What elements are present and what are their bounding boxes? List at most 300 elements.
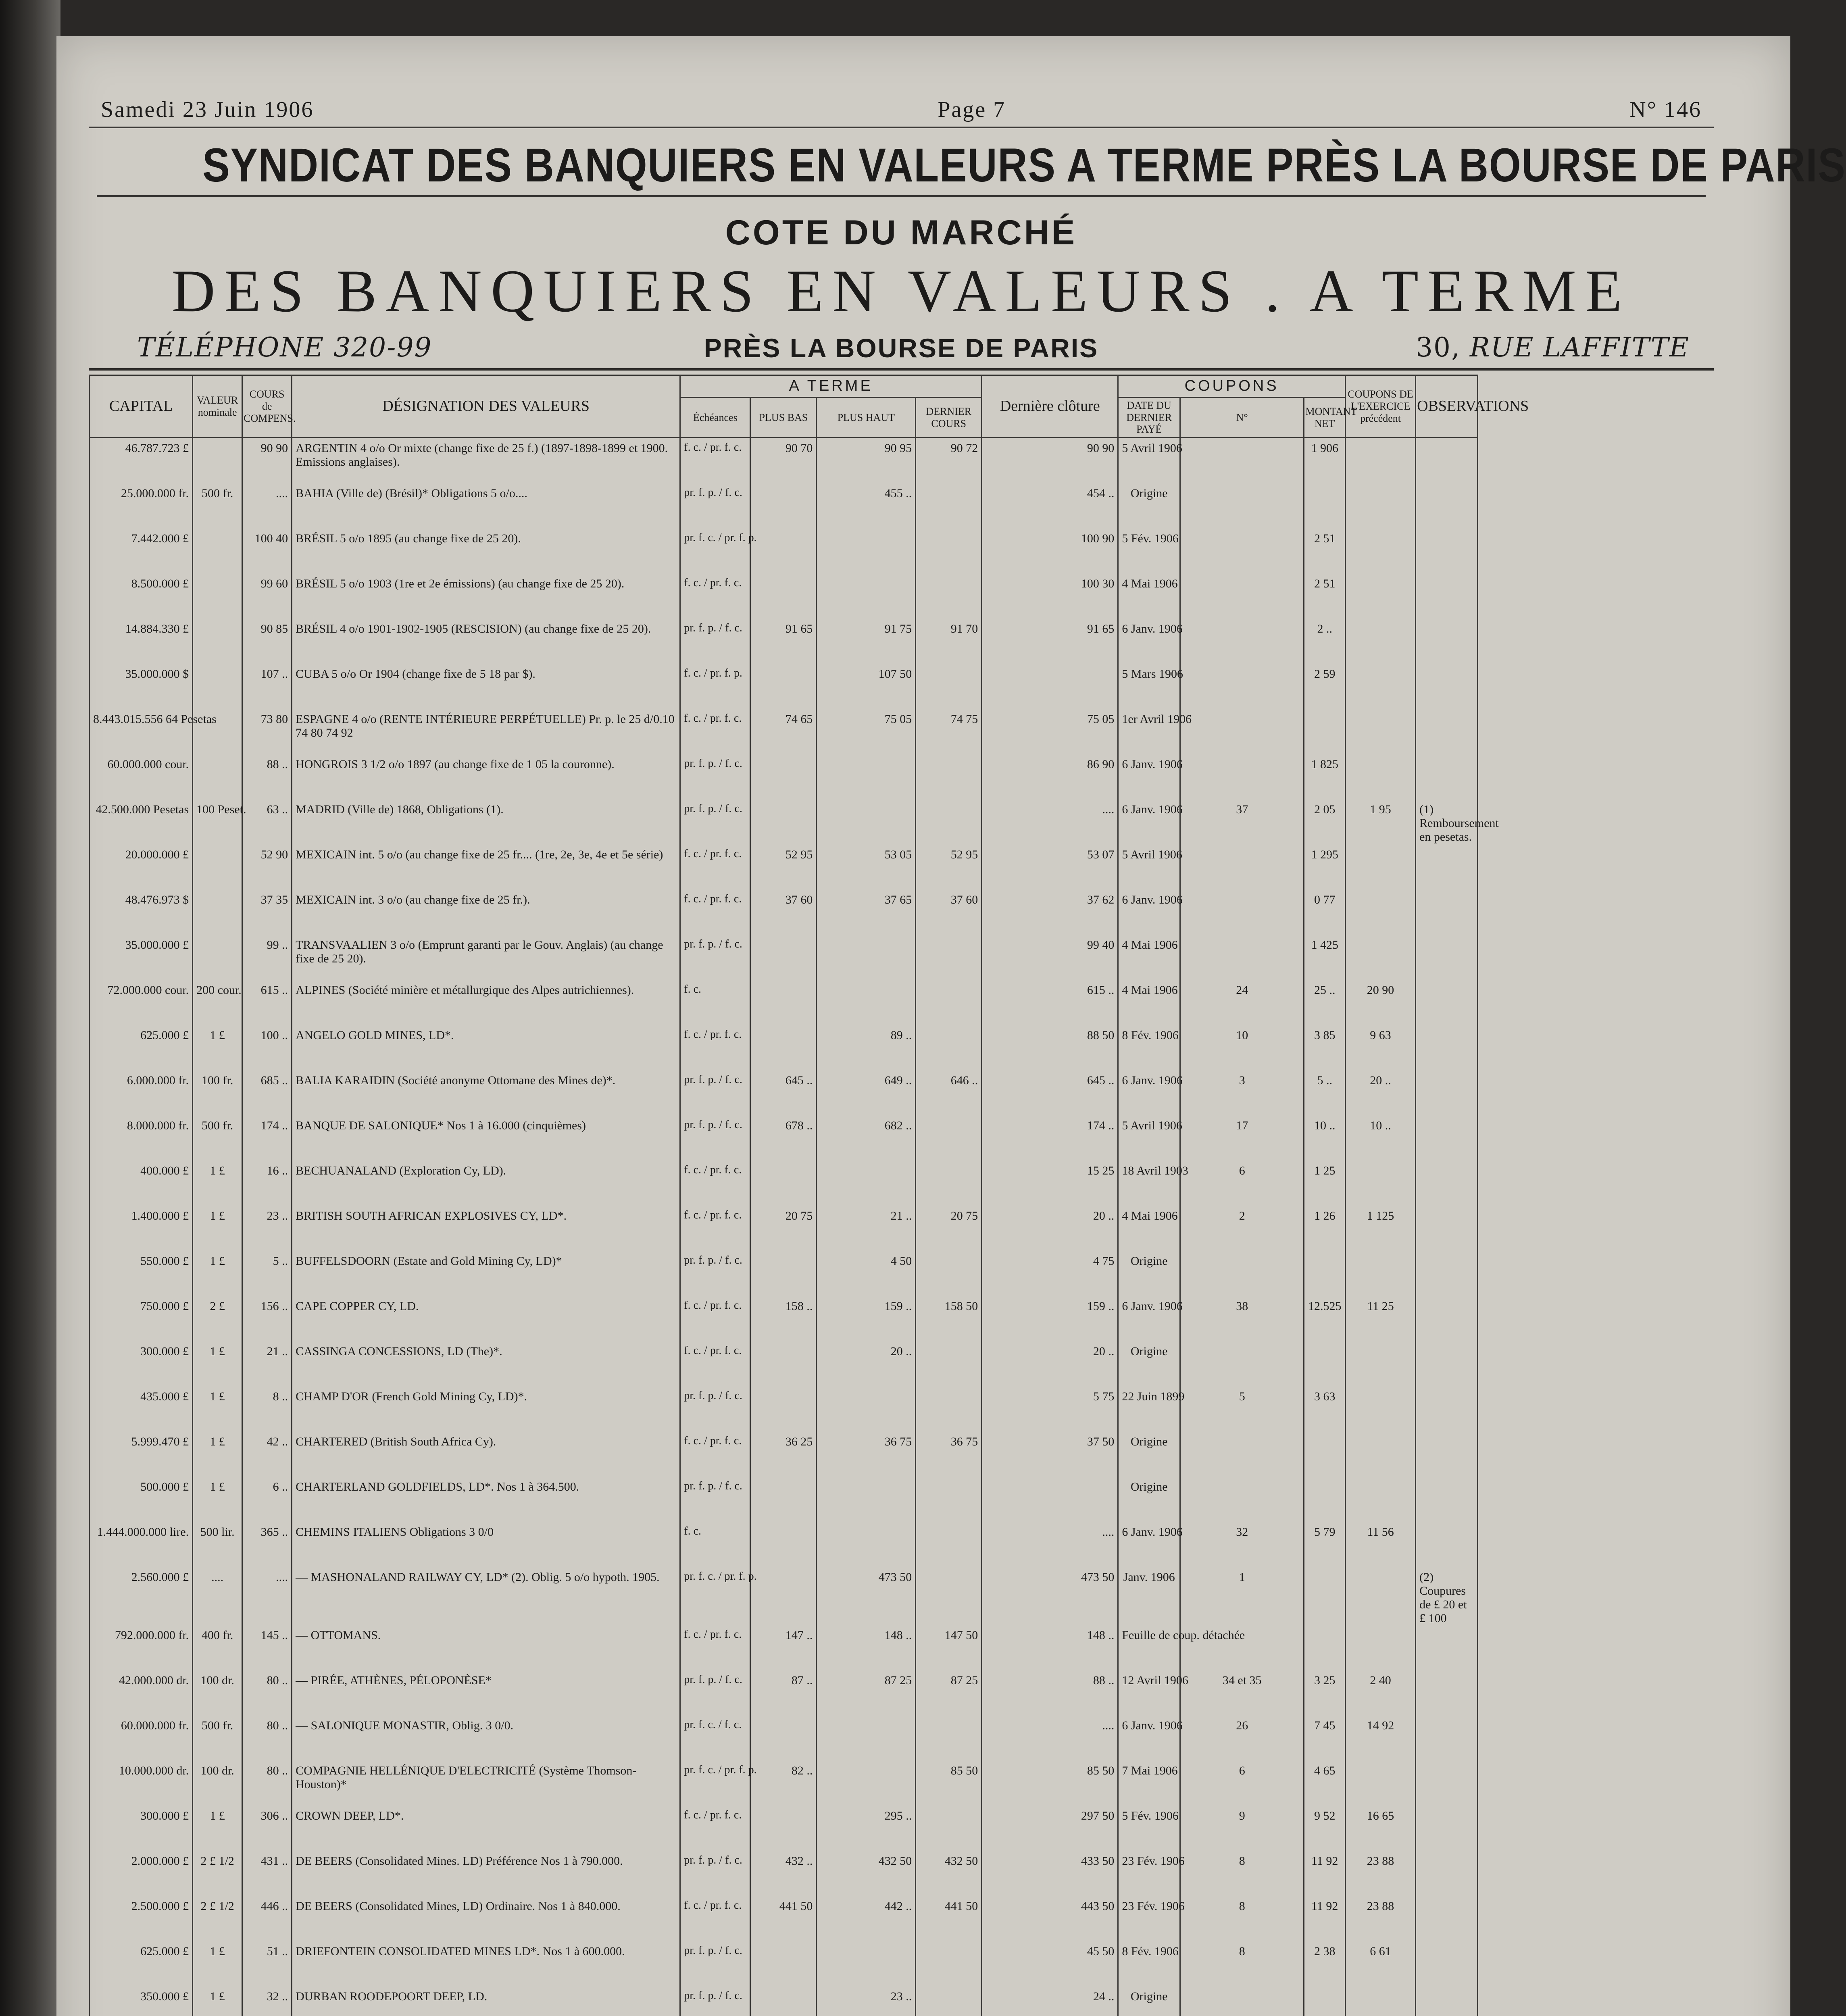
cell-echeances: pr. f. c. / pr. f. p.	[680, 1567, 750, 1625]
cell-valeur	[193, 574, 242, 619]
cell-echeances: f. c. / pr. f. c.	[680, 1625, 750, 1670]
cell-valeur	[193, 890, 242, 935]
cell-capital: 48.476.973 $	[90, 890, 193, 935]
cell-valeur: 100 dr.	[193, 1670, 242, 1716]
cell-valeur: 1 £	[193, 1251, 242, 1296]
cell-plus-bas: 36 25	[750, 1432, 817, 1477]
table-row	[90, 1716, 1713, 1761]
cell-plus-haut: 455 ..	[817, 483, 916, 529]
cell-valeur	[193, 754, 242, 800]
cell-observations	[1416, 1670, 1478, 1716]
cell-cours: 16 ..	[242, 1161, 292, 1206]
cell-cours: 100 40	[242, 529, 292, 574]
col-derniere-cloture: Dernière clôture	[982, 375, 1118, 438]
cell-plus-bas	[750, 800, 817, 845]
cell-capital: 5.999.470 £	[90, 1432, 193, 1477]
cell-dernier-cours	[916, 1567, 982, 1625]
cell-capital: 350.000 £	[90, 1987, 193, 2016]
col-date-dernier-paye: DATE DU DERNIER PAYÉ	[1118, 397, 1180, 438]
cell-exercice: 20 ..	[1345, 1070, 1415, 1116]
cell-plus-bas	[750, 664, 817, 709]
table-row	[90, 1296, 1713, 1341]
cell-observations: (1) Remboursement en pesetas.	[1416, 800, 1478, 845]
cell-plus-haut	[817, 1941, 916, 1987]
cell-echeances: pr. f. c. / f. c.	[680, 1716, 750, 1761]
cell-plus-bas: 74 65	[750, 709, 817, 754]
cell-capital: 1.400.000 £	[90, 1206, 193, 1251]
cell-cours: 23 ..	[242, 1206, 292, 1251]
cell-derniere-cloture: 75 05	[982, 709, 1118, 754]
cell-plus-haut	[817, 529, 916, 574]
cell-plus-haut: 649 ..	[817, 1070, 916, 1116]
cell-capital: 6.000.000 fr.	[90, 1070, 193, 1116]
cell-plus-bas	[750, 1522, 817, 1567]
cell-exercice: 11 56	[1345, 1522, 1415, 1567]
cell-observations	[1416, 754, 1478, 800]
cell-dernier-cours	[916, 1806, 982, 1851]
table-row	[90, 529, 1713, 574]
table-row	[90, 1670, 1713, 1716]
cell-plus-haut: 75 05	[817, 709, 916, 754]
cell-plus-haut: 90 95	[817, 438, 916, 484]
cell-plus-haut: 159 ..	[817, 1296, 916, 1341]
cell-date: Origine	[1118, 483, 1180, 529]
binding-gutter	[0, 0, 60, 2016]
cell-montant: 4 65	[1304, 1761, 1345, 1806]
syndicat-heading: SYNDICAT DES BANQUIERS EN VALEURS A TERME PRÈS LA BOURSE DE PARIS	[202, 139, 1846, 192]
cell-plus-bas	[750, 1567, 817, 1625]
cell-valeur: 1 £	[193, 1432, 242, 1477]
cell-cours: 685 ..	[242, 1070, 292, 1116]
cell-numero	[1180, 845, 1304, 890]
cell-montant: 2 38	[1304, 1941, 1345, 1987]
cell-echeances: f. c. / pr. f. c.	[680, 1161, 750, 1206]
cell-exercice: 1 125	[1345, 1206, 1415, 1251]
cell-plus-haut: 295 ..	[817, 1806, 916, 1851]
cell-derniere-cloture: 15 25	[982, 1161, 1118, 1206]
cell-observations	[1416, 1341, 1478, 1387]
cell-derniere-cloture: 37 62	[982, 890, 1118, 935]
cell-designation: DE BEERS (Consolidated Mines. LD) Préférence Nos 1 à 790.000.	[292, 1851, 680, 1896]
cell-derniere-cloture: 454 ..	[982, 483, 1118, 529]
table-row	[90, 1025, 1713, 1070]
cell-numero	[1180, 709, 1304, 754]
cell-plus-haut	[817, 935, 916, 980]
cell-montant: 5 79	[1304, 1522, 1345, 1567]
cell-capital: 300.000 £	[90, 1806, 193, 1851]
cell-observations	[1416, 664, 1478, 709]
cell-numero: 24	[1180, 980, 1304, 1025]
cell-capital: 1.444.000.000 lire.	[90, 1522, 193, 1567]
header-rule	[97, 195, 1706, 197]
cell-derniere-cloture: 5 75	[982, 1387, 1118, 1432]
table-row	[90, 1896, 1713, 1941]
cell-date: 5 Fév. 1906	[1118, 1806, 1180, 1851]
cell-capital: 625.000 £	[90, 1025, 193, 1070]
cell-designation: BAHIA (Ville de) (Brésil)* Obligations 5 o/o....	[292, 483, 680, 529]
cell-capital: 2.500.000 £	[90, 1896, 193, 1941]
cell-echeances: pr. f. c. / pr. f. p.	[680, 1761, 750, 1806]
cell-plus-haut	[817, 754, 916, 800]
cell-observations	[1416, 1251, 1478, 1296]
cell-date: 5 Fév. 1906	[1118, 529, 1180, 574]
cell-dernier-cours: 90 72	[916, 438, 982, 484]
cell-designation: CHARTERLAND GOLDFIELDS, LD*. Nos 1 à 364.500.	[292, 1477, 680, 1522]
cell-valeur	[193, 438, 242, 484]
cell-valeur: 1 £	[193, 1206, 242, 1251]
col-numero: N°	[1180, 397, 1304, 438]
folio-date: Samedi 23 Juin 1906	[101, 97, 314, 122]
cell-derniere-cloture: 20 ..	[982, 1341, 1118, 1387]
cell-numero	[1180, 438, 1304, 484]
cell-designation: ALPINES (Société minière et métallurgique des Alpes autrichiennes).	[292, 980, 680, 1025]
cell-derniere-cloture: 645 ..	[982, 1070, 1118, 1116]
cell-cours: 51 ..	[242, 1941, 292, 1987]
cell-exercice	[1345, 1477, 1415, 1522]
cell-capital: 60.000.000 fr.	[90, 1716, 193, 1761]
cell-montant	[1304, 1477, 1345, 1522]
cell-exercice: 23 88	[1345, 1896, 1415, 1941]
cell-plus-bas	[750, 1477, 817, 1522]
cell-date: 8 Fév. 1906	[1118, 1941, 1180, 1987]
cell-exercice	[1345, 935, 1415, 980]
cell-date: 23 Fév. 1906	[1118, 1896, 1180, 1941]
cell-plus-haut: 682 ..	[817, 1116, 916, 1161]
cell-montant	[1304, 1567, 1345, 1625]
cell-designation: BRÉSIL 5 o/o 1895 (au change fixe de 25 20).	[292, 529, 680, 574]
cell-exercice	[1345, 1761, 1415, 1806]
cell-numero	[1180, 529, 1304, 574]
cell-dernier-cours: 52 95	[916, 845, 982, 890]
table-row	[90, 1161, 1713, 1206]
cell-designation: DURBAN ROODEPOORT DEEP, LD.	[292, 1987, 680, 2016]
page-content	[89, 97, 1846, 2016]
cell-capital: 2.000.000 £	[90, 1851, 193, 1896]
cell-montant: 7 45	[1304, 1716, 1345, 1761]
cell-derniere-cloture: 91 65	[982, 619, 1118, 664]
cell-plus-bas: 90 70	[750, 438, 817, 484]
cell-designation: TRANSVAALIEN 3 o/o (Emprunt garanti par le Gouv. Anglais) (au change fixe de 25 20).	[292, 935, 680, 980]
table-row	[90, 1806, 1713, 1851]
cell-plus-bas	[750, 1251, 817, 1296]
cell-numero	[1180, 664, 1304, 709]
cell-plus-bas: 645 ..	[750, 1070, 817, 1116]
cell-echeances: pr. f. p. / f. c.	[680, 1116, 750, 1161]
col-group-coupons: COUPONS	[1118, 375, 1346, 398]
cell-observations	[1416, 709, 1478, 754]
cell-designation: BANQUE DE SALONIQUE* Nos 1 à 16.000 (cinquièmes)	[292, 1116, 680, 1161]
table-row	[90, 438, 1713, 484]
cell-observations	[1416, 1116, 1478, 1161]
cell-observations	[1416, 1941, 1478, 1987]
cell-designation: MEXICAIN int. 5 o/o (au change fixe de 25 fr.... (1re, 2e, 3e, 4e et 5e série)	[292, 845, 680, 890]
cell-plus-haut	[817, 1161, 916, 1206]
table-row	[90, 1251, 1713, 1296]
cell-date: 22 Juin 1899	[1118, 1387, 1180, 1432]
cell-montant: 0 77	[1304, 890, 1345, 935]
cell-capital: 35.000.000 $	[90, 664, 193, 709]
cell-plus-bas: 678 ..	[750, 1116, 817, 1161]
cell-plus-bas: 20 75	[750, 1206, 817, 1251]
cell-observations	[1416, 935, 1478, 980]
cell-valeur: 500 fr.	[193, 1716, 242, 1761]
cell-derniere-cloture: 99 40	[982, 935, 1118, 980]
cell-dernier-cours	[916, 1387, 982, 1432]
cell-plus-haut: 432 50	[817, 1851, 916, 1896]
cell-cours: 306 ..	[242, 1806, 292, 1851]
cell-plus-bas	[750, 483, 817, 529]
folio-number: N° 146	[1629, 97, 1702, 122]
cell-date: 23 Fév. 1906	[1118, 1851, 1180, 1896]
cell-echeances: pr. f. p. / f. c.	[680, 1070, 750, 1116]
cell-designation: DRIEFONTEIN CONSOLIDATED MINES LD*. Nos 1 à 600.000.	[292, 1941, 680, 1987]
cell-numero: 10	[1180, 1025, 1304, 1070]
telephone: TÉLÉPHONE 320-99	[137, 332, 432, 363]
cell-derniere-cloture: 174 ..	[982, 1116, 1118, 1161]
cell-exercice	[1345, 1251, 1415, 1296]
col-plus-bas: PLUS BAS	[750, 397, 817, 438]
cell-capital: 8.500.000 £	[90, 574, 193, 619]
cell-observations	[1416, 1432, 1478, 1477]
cell-montant: 1 906	[1304, 438, 1345, 484]
cell-numero	[1180, 1251, 1304, 1296]
cell-capital: 42.000.000 dr.	[90, 1670, 193, 1716]
col-observations: OBSERVATIONS	[1416, 375, 1478, 438]
cell-dernier-cours	[916, 1941, 982, 1987]
cell-cours: 431 ..	[242, 1851, 292, 1896]
cell-date: 6 Janv. 1906	[1118, 619, 1180, 664]
cell-date: 8 Fév. 1906	[1118, 1025, 1180, 1070]
cell-exercice: 1 95	[1345, 800, 1415, 845]
cell-designation: BECHUANALAND (Exploration Cy, LD).	[292, 1161, 680, 1206]
cell-echeances: pr. f. p. / f. c.	[680, 619, 750, 664]
cell-montant	[1304, 709, 1345, 754]
col-echeances: Échéances	[680, 397, 750, 438]
cell-montant: 25 ..	[1304, 980, 1345, 1025]
cell-montant: 9 52	[1304, 1806, 1345, 1851]
cell-date: Origine	[1118, 1477, 1180, 1522]
cell-echeances: f. c. / pr. f. c.	[680, 1206, 750, 1251]
cell-exercice: 20 90	[1345, 980, 1415, 1025]
cell-montant	[1304, 1625, 1345, 1670]
cell-numero: 9	[1180, 1806, 1304, 1851]
cell-capital: 35.000.000 £	[90, 935, 193, 980]
cell-dernier-cours: 74 75	[916, 709, 982, 754]
cell-echeances: f. c. / pr. f. c.	[680, 1896, 750, 1941]
cell-dernier-cours: 432 50	[916, 1851, 982, 1896]
cell-derniere-cloture: 37 50	[982, 1432, 1118, 1477]
cell-plus-haut: 4 50	[817, 1251, 916, 1296]
cell-plus-bas: 158 ..	[750, 1296, 817, 1341]
cell-plus-bas: 37 60	[750, 890, 817, 935]
cell-plus-bas	[750, 529, 817, 574]
cell-date: 6 Janv. 1906	[1118, 1296, 1180, 1341]
cell-plus-haut	[817, 800, 916, 845]
cell-valeur: 1 £	[193, 1341, 242, 1387]
cell-observations	[1416, 1387, 1478, 1432]
cell-numero: 34 et 35	[1180, 1670, 1304, 1716]
cell-dernier-cours	[916, 1116, 982, 1161]
cell-numero	[1180, 1341, 1304, 1387]
cell-montant: 3 63	[1304, 1387, 1345, 1432]
cell-valeur: 100 dr.	[193, 1761, 242, 1806]
cell-date: 4 Mai 1906	[1118, 935, 1180, 980]
table-row	[90, 1761, 1713, 1806]
cell-capital: 300.000 £	[90, 1341, 193, 1387]
cell-cours: ....	[242, 1567, 292, 1625]
cell-plus-haut: 23 ..	[817, 1987, 916, 2016]
cell-valeur: 2 £ 1/2	[193, 1851, 242, 1896]
cell-echeances: pr. f. p. / f. c.	[680, 800, 750, 845]
cell-dernier-cours: 158 50	[916, 1296, 982, 1341]
cell-date: 6 Janv. 1906	[1118, 754, 1180, 800]
cell-derniere-cloture: 100 90	[982, 529, 1118, 574]
cell-plus-haut: 148 ..	[817, 1625, 916, 1670]
cell-observations	[1416, 980, 1478, 1025]
cell-echeances: pr. f. p. / f. c.	[680, 1251, 750, 1296]
cell-observations	[1416, 1806, 1478, 1851]
cell-numero: 1	[1180, 1567, 1304, 1625]
cell-numero	[1180, 483, 1304, 529]
cell-capital: 550.000 £	[90, 1251, 193, 1296]
cell-numero	[1180, 574, 1304, 619]
cell-cours: 174 ..	[242, 1116, 292, 1161]
cell-capital: 792.000.000 fr.	[90, 1625, 193, 1670]
cell-designation: CHARTERED (British South Africa Cy).	[292, 1432, 680, 1477]
cell-dernier-cours: 147 50	[916, 1625, 982, 1670]
cell-plus-haut	[817, 1387, 916, 1432]
cell-observations	[1416, 845, 1478, 890]
cell-numero: 38	[1180, 1296, 1304, 1341]
cell-derniere-cloture: 85 50	[982, 1761, 1118, 1806]
cell-cours: 100 ..	[242, 1025, 292, 1070]
cell-observations	[1416, 1987, 1478, 2016]
table-row	[90, 1941, 1713, 1987]
cell-plus-bas	[750, 1387, 817, 1432]
cell-valeur	[193, 619, 242, 664]
cell-date: 6 Janv. 1906	[1118, 800, 1180, 845]
cell-cours: 8 ..	[242, 1387, 292, 1432]
cell-capital: 750.000 £	[90, 1296, 193, 1341]
cell-valeur: 100 Peset.	[193, 800, 242, 845]
cell-derniere-cloture: ....	[982, 1522, 1118, 1567]
cell-derniere-cloture: 86 90	[982, 754, 1118, 800]
cell-numero: 8	[1180, 1896, 1304, 1941]
cell-montant	[1304, 1987, 1345, 2016]
cell-numero: 37	[1180, 800, 1304, 845]
cell-designation: BRITISH SOUTH AFRICAN EXPLOSIVES CY, LD*.	[292, 1206, 680, 1251]
cell-plus-bas: 52 95	[750, 845, 817, 890]
cell-cours: 156 ..	[242, 1296, 292, 1341]
cell-exercice	[1345, 1432, 1415, 1477]
masthead-subline	[89, 328, 1714, 371]
pres-bourse: PRÈS LA BOURSE DE PARIS	[704, 333, 1099, 363]
cell-plus-bas	[750, 935, 817, 980]
cell-echeances: f. c. / pr. f. c.	[680, 574, 750, 619]
cell-dernier-cours: 37 60	[916, 890, 982, 935]
cell-plus-bas	[750, 1987, 817, 2016]
cell-valeur: 400 fr.	[193, 1625, 242, 1670]
cell-dernier-cours	[916, 1251, 982, 1296]
cell-date: 12 Avril 1906	[1118, 1670, 1180, 1716]
cell-exercice	[1345, 754, 1415, 800]
cell-designation: ESPAGNE 4 o/o (RENTE INTÉRIEURE PERPÉTUELLE) Pr. p. le 25 d/0.10 74 80 74 92	[292, 709, 680, 754]
cell-derniere-cloture: 45 50	[982, 1941, 1118, 1987]
cell-observations	[1416, 1851, 1478, 1896]
cell-capital: 435.000 £	[90, 1387, 193, 1432]
cell-montant: 3 85	[1304, 1025, 1345, 1070]
cell-cours: 21 ..	[242, 1341, 292, 1387]
cell-valeur: 1 £	[193, 1161, 242, 1206]
cell-designation: — PIRÉE, ATHÈNES, PÉLOPONÈSE*	[292, 1670, 680, 1716]
cell-dernier-cours	[916, 1477, 982, 1522]
cell-numero: 6	[1180, 1761, 1304, 1806]
cell-numero	[1180, 935, 1304, 980]
cell-montant: 2 51	[1304, 574, 1345, 619]
cell-plus-bas	[750, 574, 817, 619]
cell-date: Janv. 1906	[1118, 1567, 1180, 1625]
cell-plus-haut: 473 50	[817, 1567, 916, 1625]
cell-derniere-cloture: 4 75	[982, 1251, 1118, 1296]
cell-montant: 1 25	[1304, 1161, 1345, 1206]
table-row	[90, 800, 1713, 845]
cell-plus-bas	[750, 1716, 817, 1761]
cell-plus-bas: 82 ..	[750, 1761, 817, 1806]
cell-designation: MADRID (Ville de) 1868, Obligations (1).	[292, 800, 680, 845]
cell-derniere-cloture: 24 ..	[982, 1987, 1118, 2016]
cell-echeances: f. c. / pr. f. p.	[680, 664, 750, 709]
cell-numero	[1180, 1987, 1304, 2016]
cell-numero: 8	[1180, 1941, 1304, 1987]
cell-montant: 3 25	[1304, 1670, 1345, 1716]
cell-derniere-cloture: 90 90	[982, 438, 1118, 484]
cell-montant	[1304, 1341, 1345, 1387]
cell-cours: 90 85	[242, 619, 292, 664]
table-row	[90, 1116, 1713, 1161]
cell-exercice	[1345, 1567, 1415, 1625]
cell-exercice: 14 92	[1345, 1716, 1415, 1761]
cell-numero	[1180, 1477, 1304, 1522]
cell-montant: 11 92	[1304, 1851, 1345, 1896]
table-row	[90, 1522, 1713, 1567]
cell-observations	[1416, 574, 1478, 619]
cell-plus-bas	[750, 1806, 817, 1851]
cell-exercice	[1345, 1625, 1415, 1670]
cell-echeances: pr. f. p. / f. c.	[680, 1941, 750, 1987]
cell-dernier-cours: 441 50	[916, 1896, 982, 1941]
cell-dernier-cours	[916, 574, 982, 619]
cell-derniere-cloture: 88 50	[982, 1025, 1118, 1070]
cell-montant: 10 ..	[1304, 1116, 1345, 1161]
cell-observations	[1416, 1522, 1478, 1567]
table-row	[90, 890, 1713, 935]
cell-capital: 42.500.000 Pesetas	[90, 800, 193, 845]
cell-echeances: f. c. / pr. f. c.	[680, 845, 750, 890]
cell-exercice: 10 ..	[1345, 1116, 1415, 1161]
cell-valeur: 1 £	[193, 1025, 242, 1070]
cell-cours: 37 35	[242, 890, 292, 935]
cell-montant: 1 825	[1304, 754, 1345, 800]
folio-line	[89, 97, 1714, 128]
cell-capital: 20.000.000 £	[90, 845, 193, 890]
cell-exercice: 11 25	[1345, 1296, 1415, 1341]
cell-plus-bas	[750, 1941, 817, 1987]
col-montant-net: MONTANT NET	[1304, 397, 1345, 438]
cell-montant: 2 ..	[1304, 619, 1345, 664]
cell-cours: 90 90	[242, 438, 292, 484]
cell-dernier-cours	[916, 754, 982, 800]
cell-cours: 73 80	[242, 709, 292, 754]
